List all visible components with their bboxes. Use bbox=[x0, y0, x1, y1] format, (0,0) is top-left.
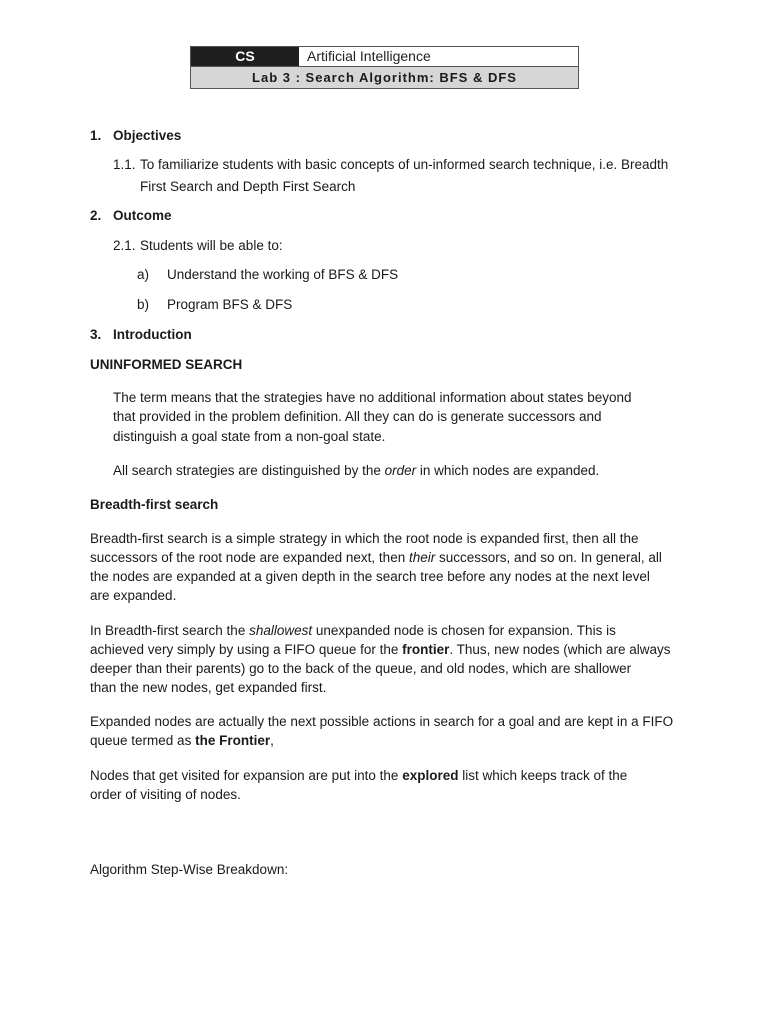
outcome-text: Students will be able to: bbox=[140, 238, 283, 253]
paragraph-line: achieved very simply by using a FIFO queue for the frontier. Thus, new nodes (which are always bbox=[90, 642, 671, 657]
section-number: 2. bbox=[90, 208, 102, 223]
paragraph-line: order of visiting of nodes. bbox=[90, 787, 241, 802]
paragraph-line: The term means that the strategies have no additional information about states beyond bbox=[113, 390, 632, 405]
section-number: 1. bbox=[90, 128, 102, 143]
subsection-number: 1.1. bbox=[113, 157, 136, 172]
paragraph-line: distinguish a goal state from a non-goal state. bbox=[113, 429, 386, 444]
section-title-introduction: Introduction bbox=[113, 327, 192, 342]
paragraph-line: Nodes that get visited for expansion are put into the explored list which keeps track of the bbox=[90, 768, 628, 783]
list-label: b) bbox=[137, 297, 150, 312]
list-item: Understand the working of BFS & DFS bbox=[167, 267, 399, 282]
paragraph-line: that provided in the problem definition. All they can do is generate successors and bbox=[113, 409, 602, 424]
paragraph-line: successors of the root node are expanded next, then their successors, and so on. In general, all bbox=[90, 550, 662, 565]
section-number: 3. bbox=[90, 327, 102, 342]
list-label: a) bbox=[137, 267, 150, 282]
paragraph-line: queue termed as the Frontier, bbox=[90, 733, 274, 748]
heading-uninformed-search: UNINFORMED SEARCH bbox=[90, 357, 243, 372]
objective-text-line: First Search and Depth First Search bbox=[140, 179, 356, 194]
paragraph-line: the nodes are expanded at a given depth in the search tree before any nodes at the next level bbox=[90, 569, 650, 584]
paragraph-line: than the new nodes, get expanded first. bbox=[90, 680, 327, 695]
algorithm-heading: Algorithm Step-Wise Breakdown: bbox=[90, 862, 289, 877]
objective-text-line: To familiarize students with basic concepts of un-informed search technique, i.e. Breadth bbox=[140, 157, 669, 172]
lab-title: Lab 3 : Search Algorithm: BFS & DFS bbox=[190, 66, 579, 89]
section-title-outcome: Outcome bbox=[113, 208, 172, 223]
paragraph-line: In Breadth-first search the shallowest unexpanded node is chosen for expansion. This is bbox=[90, 623, 616, 638]
list-item: Program BFS & DFS bbox=[167, 297, 293, 312]
heading-breadth-first-search: Breadth-first search bbox=[90, 497, 219, 512]
lab-header bbox=[190, 46, 579, 89]
paragraph-line: deeper than their parents) go to the back of the queue, and old nodes, which are shallower bbox=[90, 661, 632, 676]
course-name: Artificial Intelligence bbox=[307, 48, 431, 64]
header-course-row bbox=[190, 46, 579, 66]
paragraph-line: Expanded nodes are actually the next possible actions in search for a goal and are kept in a FIFO bbox=[90, 714, 674, 729]
section-title-objectives: Objectives bbox=[113, 128, 182, 143]
paragraph-line: All search strategies are distinguished by the order in which nodes are expanded. bbox=[113, 463, 600, 478]
course-code: CS bbox=[191, 47, 299, 66]
paragraph-line: Breadth-first search is a simple strategy in which the root node is expanded first, then all the bbox=[90, 531, 639, 546]
paragraph-line: are expanded. bbox=[90, 588, 177, 603]
subsection-number: 2.1. bbox=[113, 238, 136, 253]
